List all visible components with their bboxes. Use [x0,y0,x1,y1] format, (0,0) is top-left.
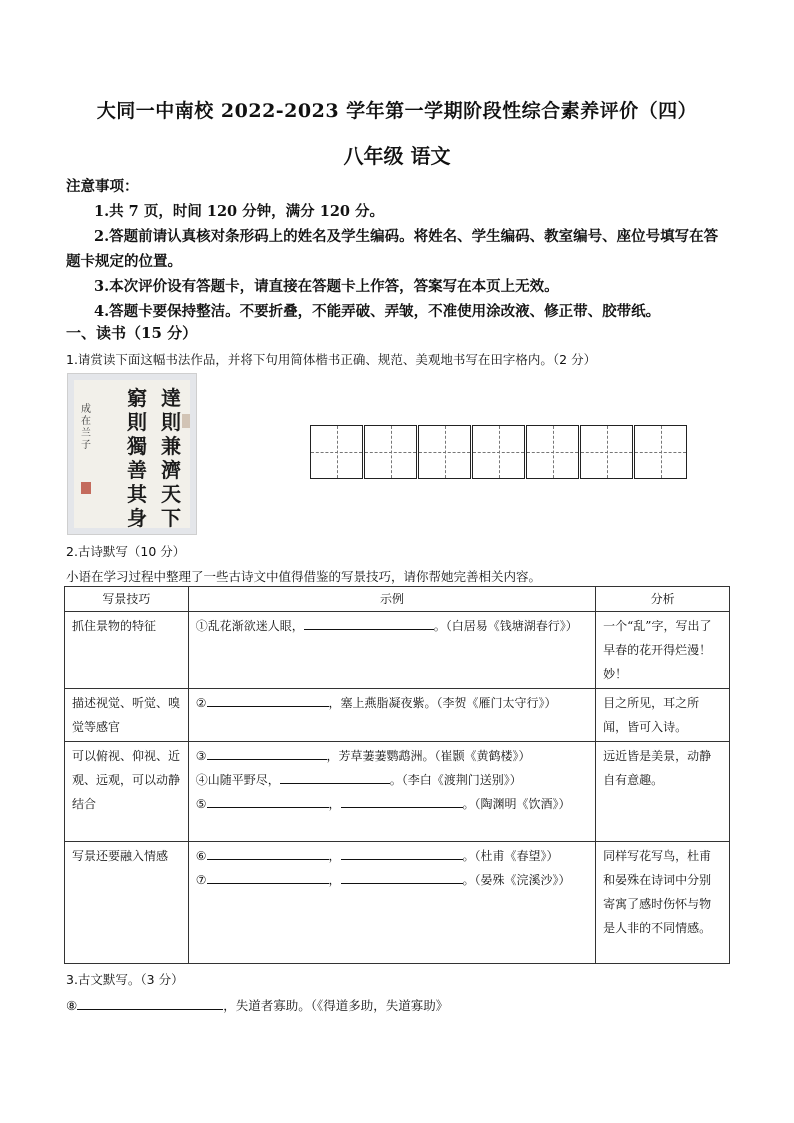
answer-blank[interactable] [207,846,329,860]
question-2-intro: 小语在学习过程中整理了一些古诗文中值得借鉴的写景技巧，请你帮她完善相关内容。 [66,569,542,584]
seal-icon [182,414,190,428]
answer-blank[interactable] [207,746,327,760]
section-title: 一、读书（15 分） [66,324,198,342]
example-cell [188,842,595,964]
calligraphy-column-1: 達 則 兼 濟 天 下 [161,386,181,530]
question-1: 1.请赏读下面这幅书法作品，并将下句用简体楷书正确、规范、美观地书写在田字格内。（2 分） [66,352,597,367]
page-subtitle: 八年级 语文 [343,144,451,168]
technique-cell: 描述视觉、听觉、嗅觉等感官 [65,689,189,742]
example-text: ③ [195,749,207,763]
analysis-cell: 同样写花写鸟，杜甫和晏殊在诗词中分别寄寓了感时伤怀与物是人非的不同情感。 [596,842,730,964]
tianzige-grid[interactable] [310,425,688,479]
example-text: ， [328,797,341,811]
technique-cell: 可以俯视、仰视、近观、远观，可以动静结合 [65,742,189,842]
question-3-line [66,996,448,1014]
grid-cell[interactable] [418,425,471,479]
answer-blank[interactable] [280,770,390,784]
example-cell [188,742,595,842]
page-title: 大同一中南校 2022-2023 学年第一学期阶段性综合素养评价（四） [96,100,698,122]
analysis-cell: 目之所见，耳之所闻，皆可入诗。 [596,689,730,742]
example-text: ①乱花渐欲迷人眼， [195,619,304,633]
note-item: 1.共 7 页，时间 120 分钟，满分 120 分。 [94,203,385,220]
notes [66,174,726,324]
example-text: 。（陶渊明《饮酒》） [462,797,571,811]
grid-cell[interactable] [364,425,417,479]
table-header: 写景技巧 [65,587,189,612]
note-item: 4.答题卡要保持整洁。不要折叠，不能弄破、弄皱，不准使用涂改液、修正带、胶带纸。 [94,303,661,320]
grid-cell[interactable] [472,425,525,479]
technique-cell: 写景还要融入情感 [65,842,189,964]
analysis-cell: 一个“乱”字，写出了早春的花开得烂漫！妙！ [596,612,730,689]
example-text: 。（杜甫《春望》） [462,849,559,863]
table-row [65,842,730,964]
example-text: 。（晏殊《浣溪沙》） [462,873,571,887]
example-text: ④山随平野尽， [195,773,280,787]
calligraphy-column-2: 窮 則 獨 善 其 身 [127,386,147,530]
example-text: ， [328,873,341,887]
example-cell [188,612,595,689]
example-text: ，塞上燕脂凝夜紫。（李贺《雁门太守行》） [328,696,557,710]
answer-blank[interactable] [207,870,329,884]
example-text: ， [328,849,341,863]
example-text: 。（白居易《钱塘湖春行》） [433,619,578,633]
table-row [65,742,730,842]
answer-blank[interactable] [207,693,329,707]
technique-table [64,586,730,964]
table-header: 示例 [188,587,595,612]
grid-cell[interactable] [580,425,633,479]
technique-cell: 抓住景物的特征 [65,612,189,689]
table-row [65,689,730,742]
example-cell [188,689,595,742]
table-row [65,612,730,689]
example-text: ，芳草萋萋鹦鹉洲。（崔颢《黄鹤楼》） [326,749,531,763]
question-3-title: 3.古文默写。（3 分） [66,972,184,987]
example-text: ② [195,696,207,710]
grid-cell[interactable] [526,425,579,479]
grid-cell[interactable] [310,425,363,479]
seal-icon [81,482,91,494]
answer-blank[interactable] [207,794,329,808]
grid-cell[interactable] [634,425,687,479]
analysis-cell: 远近皆是美景，动静自有意趣。 [596,742,730,842]
example-text: ⑤ [195,797,207,811]
example-text: ⑥ [195,849,207,863]
question-3-pre: ⑧ [66,998,78,1013]
example-text: ⑦ [195,873,207,887]
question-2-title: 2.古诗默写（10 分） [66,544,186,559]
answer-blank[interactable] [304,616,434,630]
answer-blank[interactable] [341,846,463,860]
example-text: 。（李白《渡荆门送别》） [389,773,522,787]
calligraphy-signature: 成 在 兰 子 [81,404,91,451]
notes-heading: 注意事项： [66,178,139,195]
answer-blank[interactable] [341,870,463,884]
note-item: 3.本次评价设有答题卡，请直接在答题卡上作答，答案写在本页上无效。 [94,278,559,295]
question-3-post: ，失道者寡助。（《得道多助，失道寡助》 [223,998,449,1013]
calligraphy-image [67,373,197,535]
table-header: 分析 [596,587,730,612]
note-item: 2.答题前请认真核对条形码上的姓名及学生编码。将姓名、学生编码、教室编号、座位号填写在答题卡规定的位置。 [66,228,719,270]
answer-blank[interactable] [341,794,463,808]
answer-blank[interactable] [77,997,223,1010]
